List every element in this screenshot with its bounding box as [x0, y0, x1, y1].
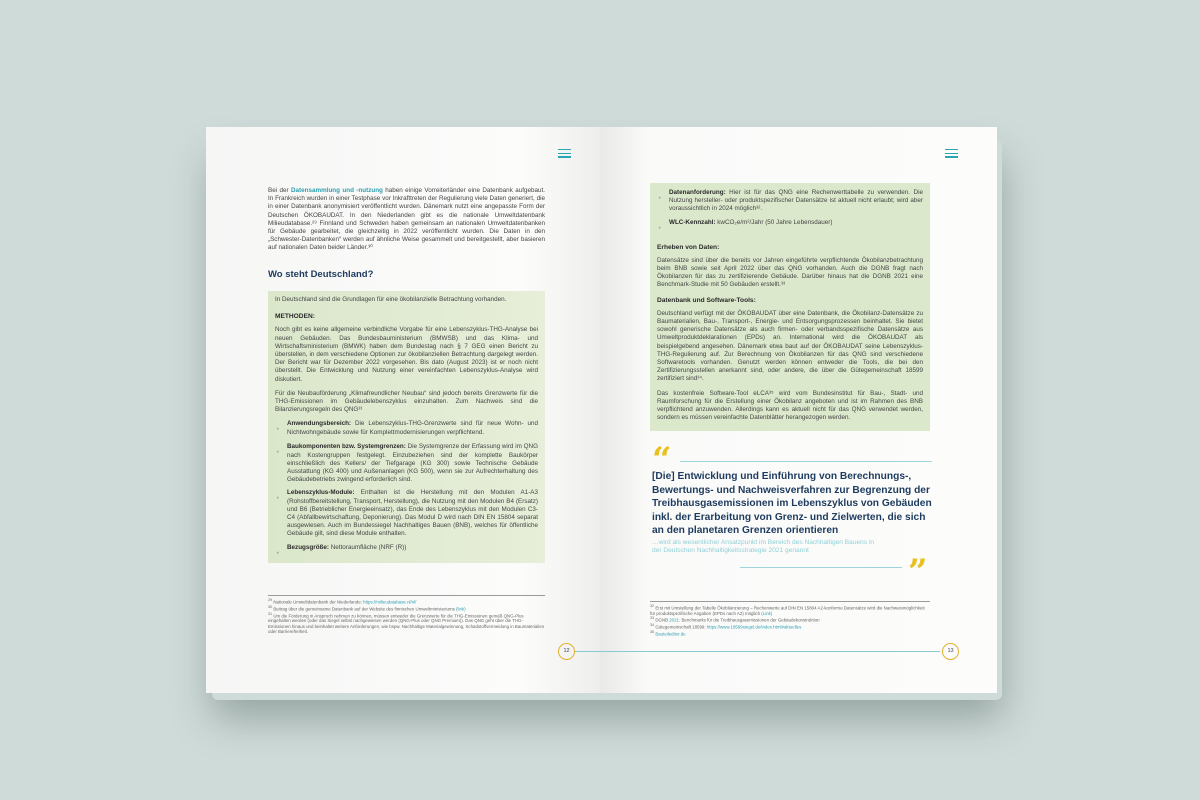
- footnote-31: $^{31}$ Um die Förderung in Anspruch nehmen zu können, müssen entweder die Grenzwerte für die THG-Emissionen gemäß QNG-Plus eingehalten werden (oder das Siegel selbst nachgewiesen werden (QNG-Plus oder QNG Premium)). Das QNG geht über die THG-Emissionen hinaus und beinhaltet weitere Anforderungen, wie bspw. Nachhaltige Materialgewinnung, Schadstoffvermeidung in Baumaterialien oder Barrierefreiheit.: [268, 611, 545, 634]
- box-lead: In Deutschland sind die Grundlagen für eine ökobilanzielle Betrachtung vorhanden.: [275, 296, 507, 303]
- paragraph-datenbank: Deutschland verfügt mit der ÖKOBAUDAT über eine Datenbank, die Ökobilanz-Datensätze zu Baumaterialien, Bau-, Transport-, Energie- und Entsorgungsprozessen beinhaltet. Sie bietet sowohl generische Datensätze als auch firmen- oder verbandsspezifische Datensätze aus Umweltproduktdeklarationen (EPDs) an. International wird die ÖKOBAUDAT als beispielgebend angesehen. Dänemark etwa baut auf der ÖKOBAUDAT seine Lebenszyklus-THG-Regulierung auf. Zur Berechnung von Ökobilanzen für das QNG sind verschiedene Softwaretools vorhanden. Genutzt werden können entweder die Tools, die bei den Zertifizierungsstellen anerkannt sind, oder andere, die über die Gütegemeinschaft 18599 zertifiziert sind³⁴.: [657, 309, 923, 383]
- methods-box: [268, 291, 545, 563]
- footnote-35: $^{35}$ Bauteileditor.de: [650, 629, 686, 637]
- footnote-32-link[interactable]: (Link): [761, 610, 773, 616]
- quote-rule-bottom: [740, 567, 902, 568]
- menu-icon[interactable]: [558, 149, 571, 160]
- heading-erheben: Erheben von Daten:: [657, 243, 720, 251]
- page-number-left: 12: [558, 643, 575, 660]
- quote-source: …wird als wesentlicher Ansatzpunkt im Bereich des Nachhaltigen Bauens in der Deutschen Nachhaltigkeitsstrategie 2021 genannt: [652, 539, 875, 555]
- footnote-29: $^{29}$ Nationale Umweltdatenbank der Niederlande: https://milieudatabase.nl/nl/: [268, 598, 417, 605]
- footnote-34-link[interactable]: https://www.18599siegel.de/index.html#aktuelles: [706, 624, 802, 630]
- footnote-35-link[interactable]: Bauteileditor.de: [655, 631, 686, 637]
- page-number-right: 13: [942, 643, 959, 660]
- paragraph-elca: Das kostenfreie Software-Tool eLCA³⁵ wird vom Bundesinstitut für Bau-, Stadt- und Raumforschung für die Erstellung einer Ökobilanz angeboten und ist im Rahmen des BNB verpflichtend anzuwenden. Allerdings kann es aktuell nicht für das QNG verwendet werden, sondern es müssen vereinfachte Datenblätter herangezogen werden.: [657, 389, 923, 422]
- footnote-30: $^{30}$ Beitrag über die gemeinsame Datenbank auf der Website des finnischen Umweltministeriums (link): [268, 604, 466, 612]
- footnote-rule: [268, 595, 545, 596]
- left-page: [206, 127, 601, 693]
- paragraph-erheben: Datensätze sind über die bereits vor Jahren eingeführte verpflichtende Ökobilanzbetrachtung beim BNB sowie seit April 2022 über das QNG vorhanden. Auch die DGNB fragt nach Ökobilanzen für das zu zertifizierende Gebäude. Darüber hinaus hat die DGNB 2021 eine Benchmark-Studie mit 50 Gebäuden erstellt.³³: [657, 256, 923, 289]
- footnotes-right: [650, 604, 930, 636]
- quote-text: [Die] Entwicklung und Einführung von Berechnungs-, Bewertungs- und Nachweisverfahren zur Begrenzung der Treibhausgasemissionen im Lebenszyklus von Gebäuden inkl. der Erarbeitung von Grenz- und Zielwerten, die sich an den planetaren Grenzen orientieren: [652, 471, 932, 537]
- bullet-datenanforderung: · Datenanforderung: Hier ist für das QNG eine Rechenwerttabelle zu verwenden. Die Nutzung hersteller- oder produktspezifischer Datensätze ist aktuell nicht erlaubt; wird aber voraussichtlich in 2024 möglich³².: [657, 189, 923, 213]
- footnote-29-link[interactable]: https://milieudatabase.nl/nl/: [363, 599, 417, 605]
- methods-paragraph-2: Für die Neubauförderung „Klimafreundlicher Neubau“ sind jedoch bereits Grenzwerte für die THG-Emissionen im Gebäudelebenszyklus einzuhalten. Zum Nachweis sind die Bilanzierungsregeln des QNG³¹: [275, 389, 538, 414]
- data-box: [650, 183, 930, 431]
- methods-heading: METHODEN:: [275, 313, 315, 321]
- footnote-32: $^{32}$ Erst mit Umstellung der Tabelle Ökobilanzierung – Rechenwerte auf DIN EN 15804 A2-konforme Datensätze wird die Nachweismöglichkeit für produktspezifische Angaben (EPDs nach A2) möglich (Link): [650, 604, 925, 616]
- bullet-baukomponenten: · Baukomponenten bzw. Systemgrenzen: Die Systemgrenze der Erfassung wird im QNG nach Kostengruppen festgelegt. Einzubeziehen sind der komplette Baukörper einschließlich des Kellers/ der Tiefgarage (KG 300) sowie Technische Gebäude Ausstattung (KG 400) und Außenanlagen (KG 500), wenn sie zur Aufrechterhaltung des Gebäudebetriebs zwingend erforderlich sind.: [275, 443, 538, 484]
- quote-close-icon: ”: [908, 552, 928, 592]
- footnote-34: $^{34}$ Gütegemeinschaft 18599: https://www.18599siegel.de/index.html#aktuelles: [650, 622, 802, 630]
- quote-rule-top: [680, 461, 932, 462]
- page-line-left: [575, 651, 600, 652]
- menu-icon[interactable]: [945, 149, 958, 160]
- bullet-bezugsgroesse: · Bezugsgröße: Nettoraumfläche (NRF (R)): [275, 543, 407, 561]
- footnote-30-link[interactable]: (link): [456, 606, 466, 612]
- intro-highlight: Datensammlung und -nutzung: [291, 187, 383, 194]
- bullet-lebenszyklus-module: · Lebenszyklus-Module: Enthalten ist die Herstellung mit den Modulen A1-A3 (Rohstoffbereitstellung, Transport, Herstellung), die Nutzung mit den Modulen B4 (Ersatz) und B6 (Betrieblicher Energieeinsatz), das Ende des Lebenszyklus mit den Modulen C3-C4 (Abfallbewirtschaftung, Deponierung). Das Modul D wird nach DIN EN 15804 separat ausgewiesen. Auch im Bundessiegel Nachhaltiges Bauen (BNB), welches für öffentliche Gebäude gilt, sind diese Module enthalten.: [275, 489, 538, 538]
- methods-paragraph-1: Noch gibt es keine allgemeine verbindliche Vorgabe für eine Lebenszyklus-THG-Analyse bei neuen Gebäuden. Das Bundesbauministerium (BMWSB) und das Klima- und Wirtschaftsministerium (BMWK) haben dem Bundestag nach § 7 GEG einen Bericht zu überstellen, in dem verschiedene Optionen zur ökobilanziellen Betrachtung dargelegt werden. Der Bericht war für Dezember 2022 vorgesehen. Bis dato (August 2023) ist er noch nicht überstellt. Die Entwicklung und Nutzung einer vereinfachten Lebenszyklus-Analyse wird diskutiert.: [275, 326, 538, 383]
- heading-datenbank: Datenbank und Software-Tools:: [657, 296, 756, 304]
- section-heading: Wo steht Deutschland?: [268, 269, 374, 280]
- footnote-rule: [650, 601, 930, 602]
- quote-open-icon: “: [652, 440, 672, 480]
- bullet-wlc-kennzahl: · WLC-Kennzahl: kwCO₂e/m²/Jahr (50 Jahre Lebensdauer): [657, 218, 833, 236]
- footnote-33-link[interactable]: 2021: [669, 617, 679, 623]
- footnotes-left: [268, 598, 545, 634]
- intro-paragraph: Bei der Datensammlung und -nutzung haben einige Vorreiterländer eine Datenbank aufgebaut. In Frankreich wurden in einer Testphase vor Inkrafttreten der Regulierung viele Daten generiert, die in einer Datenbank anonymisiert veröffentlicht wurden. Dänemark nutzt eine angepasste Form der Deutschen ÖKOBAUDAT. In den Niederlanden gibt es die nationale Umweltdatenbank Milieudatabase.²⁹ Finnland und Schweden haben gemeinsam an nationalen Umweltdatenbanken für Gebäude gearbeitet, die gleichzeitig in 2022 veröffentlicht wurden. Die Daten in den „Schwester-Datenbanken“ werden auf ähnliche Weise gesammelt und bereitgestellt, aber basieren auf nationalen Daten beider Länder.³⁰: [268, 187, 545, 252]
- footnote-33: $^{33}$ DGNB 2021: Benchmarks für die Treibhausgasemissionen der Gebäudekonstruktion: [650, 616, 820, 623]
- page-line-right: [600, 651, 940, 652]
- bullet-anwendungsbereich: · Anwendungsbereich: Die Lebenszyklus-THG-Grenzwerte sind für neue Wohn- und Nichtwohngebäude sowie für Komplettmodernisierungen verpflichtend.: [275, 420, 538, 438]
- right-page: [600, 127, 997, 693]
